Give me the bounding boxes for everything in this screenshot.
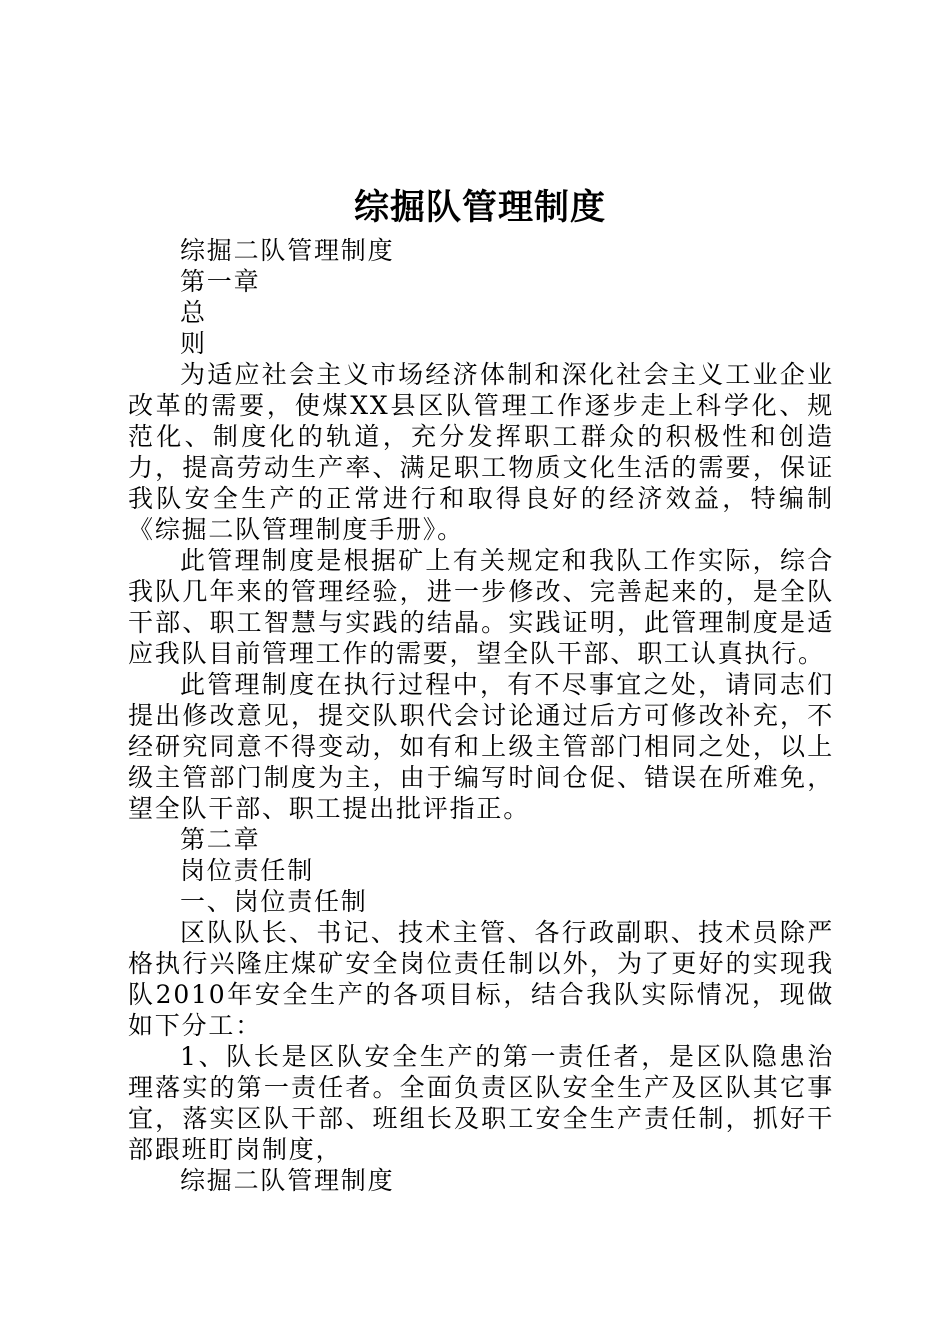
paragraph-division: 区队队长、书记、技术主管、各行政副职、技术员除严格执行兴隆庄煤矿安全岗位责任制以外，为了更好的实现我队2010年安全生产的各项目标，结合我队实际情况，现做如下分工： xyxy=(128,918,834,1040)
paragraph-section-one: 一、岗位责任制 xyxy=(180,887,368,916)
paragraph-team-leader: 1、队长是区队安全生产的第一责任者，是区队隐患治理落实的第一责任者。全面负责区队安全生产及区队其它事宜，落实区队干部、班组长及职工安全生产责任制，抓好干部跟班盯岗制度， xyxy=(128,1042,834,1164)
paragraph-footer-title: 综掘二队管理制度 xyxy=(180,1166,395,1195)
paragraph-chapter-two: 第二章 xyxy=(180,825,261,854)
paragraph-purpose: 为适应社会主义市场经济体制和深化社会主义工业企业改革的需要，使煤XX县区队管理工作逐步走上科学化、规范化、制度化的轨道，充分发挥职工群众的积极性和创造力，提高劳动生产率、满足职工物质文化生活的需要，保证我队安全生产的正常进行和取得良好的经济效益，特编制《综掘二队管理制度手册》。 xyxy=(128,360,834,544)
paragraph-chapter-one: 第一章 xyxy=(180,267,261,296)
paragraph-general-2: 则 xyxy=(180,329,207,358)
paragraph-basis: 此管理制度是根据矿上有关规定和我队工作实际，综合我队几年来的管理经验，进一步修改、完善起来的，是全队干部、职工智慧与实践的结晶。实践证明，此管理制度是适应我队目前管理工作的需要，望全队干部、职工认真执行。 xyxy=(128,546,834,668)
paragraph-general-1: 总 xyxy=(180,298,207,327)
document-title: 综掘队管理制度 xyxy=(353,188,606,228)
paragraph-subtitle: 综掘二队管理制度 xyxy=(180,236,395,265)
document-body xyxy=(128,235,834,1196)
paragraph-amendment: 此管理制度在执行过程中，有不尽事宜之处，请同志们提出修改意见，提交队职代会讨论通过后方可修改补充，不经研究同意不得变动，如有和上级主管部门相同之处，以上级主管部门制度为主，由于编写时间仓促、错误在所难免，望全队干部、职工提出批评指正。 xyxy=(128,670,834,823)
paragraph-responsibility-heading: 岗位责任制 xyxy=(180,856,315,885)
